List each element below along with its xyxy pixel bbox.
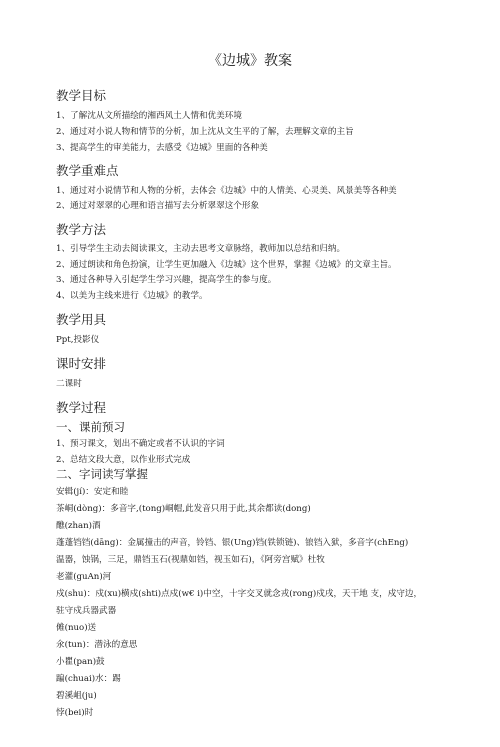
key-point-item: 1、通过对小说情节和人物的分析，去体会《边城》中的人情美、心灵美、风景美等各种美 [56,186,397,196]
method-item: 2、通过朗读和角色扮演，让学生更加融入《边城》这个世界，掌握《边城》的文章主旨。 [56,260,397,270]
vocab-item: 悖(bei)时 [56,708,94,718]
goal-item: 3、提高学生的审美能力，去感受《边城》里面的各种美 [56,143,268,153]
heading-teaching-process: 教学过程 [56,400,107,415]
heading-key-points: 教学重难点 [56,163,119,178]
key-point-item: 2、通过对翠翠的心理和语言描写去分析翠翠这个形象 [56,201,260,211]
vocab-item: 茶峒(dòng)：多音字,(tong)峒帽,此发音只用于此,其余都读(dong) [56,504,311,514]
vocab-item: 傩(nuo)送 [56,623,97,633]
method-item: 1、引导学生主动去阅读课文，主动去思考文章脉络，教师加以总结和归纳。 [56,244,346,254]
vocab-item: 安辑(jí)：安定和睦 [56,487,129,497]
heading-teaching-goals: 教学目标 [56,88,107,103]
vocab-item: 小瞿(pan)鼓 [56,657,105,667]
vocab-item: 蹁(chuai)水：踢 [56,674,121,684]
vocab-item: 戍(shu)：戍(xu)横戍(shti)点戍(w€ i)中空，十字交叉就念戎(rong)戍戌，天干地 支，戍守边， [56,589,423,599]
vocab-item: 老灌(guAn)河 [56,572,112,582]
vocab-item: 驻守戍兵器武器 [56,606,117,616]
method-item: 4、以美为主线来进行《边城》的教学。 [56,291,208,301]
vocab-item: 蓬蓬铛铛(dāng)：金属撞击的声音，铃铛、银(Ung)铛(铁锁链)、锒铛入狱，多音字(chEng) [56,538,409,548]
document-title: 《边城》教案 [208,53,292,69]
heading-preview: 一、课前预习 [56,420,125,434]
heading-teaching-tools: 教学用具 [56,312,107,327]
preview-item: 1、预习课文，划出不确定或者不认识的字词 [56,439,225,449]
heading-class-schedule: 课时安排 [56,356,107,371]
vocab-item: 温器，蚀锅，三足，鼎铛玉石(视鼎如铛，视玉如石)，《阿旁宫赋》杜牧 [56,555,325,565]
heading-vocabulary: 二、字词读写掌握 [56,467,148,481]
preview-item: 2、总结文段大意，以作业形式完成 [56,455,191,465]
schedule-item: 二课时 [56,379,82,389]
heading-teaching-methods: 教学方法 [56,222,107,237]
vocab-item: 碧溪岨(ju) [56,691,97,701]
vocab-item: 氽(tun)：潜泳的意思 [56,640,138,650]
goal-item: 1、了解沈从文所描绘的湘西风土人情和优美环境 [56,111,242,121]
tools-item: Ppt,投影仪 [56,335,100,345]
method-item: 3、通过各种导入引起学生学习兴趣，提高学生的参与度。 [56,275,277,285]
vocab-item: 醮(zhan)酒 [56,521,101,531]
goal-item: 2、通过对小说人物和情节的分析，加上沈从文生平的了解，去理解文章的主旨 [56,127,354,137]
